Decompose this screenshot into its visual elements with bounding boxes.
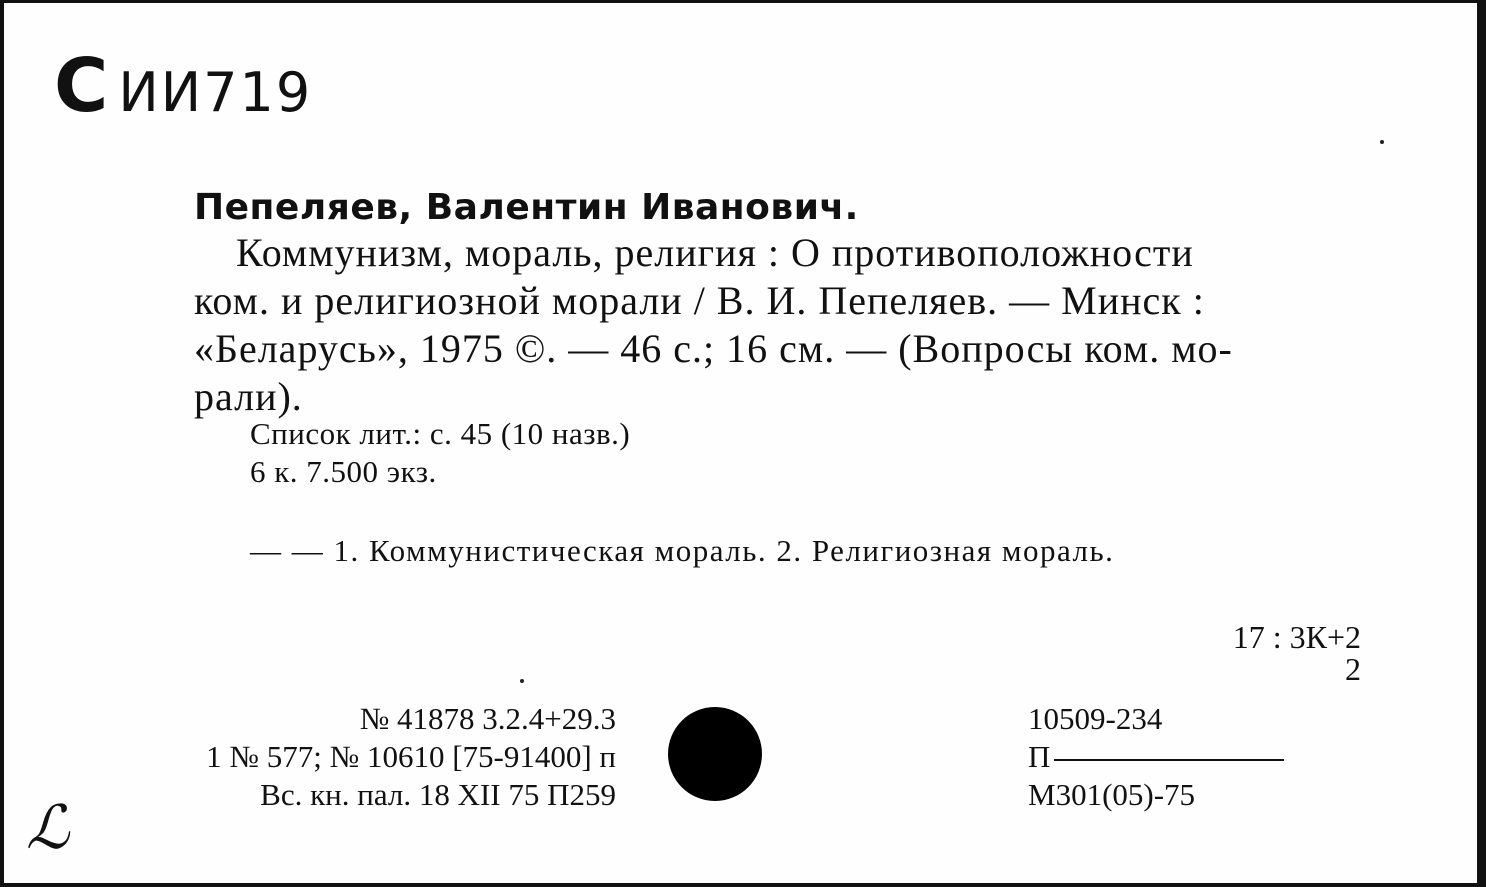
stock-info-line: 1 № 577; № 10610 [75-91400] п bbox=[206, 739, 616, 774]
fraction-line bbox=[1054, 759, 1284, 761]
author-heading: Пепеляев, Валентин Иванович. bbox=[194, 187, 859, 228]
code-top: 10509-234 bbox=[1028, 701, 1163, 736]
subject-tracings: — — 1. Коммунистическая мораль. 2. Религиозная мораль. bbox=[250, 533, 1115, 568]
description-line: рали). bbox=[194, 374, 303, 419]
call-number bbox=[54, 43, 313, 129]
publisher-codes bbox=[1028, 700, 1284, 814]
notes-block bbox=[250, 415, 630, 491]
stock-info-line: № 41878 3.2.4+29.3 bbox=[359, 701, 616, 736]
call-number-code: ИИ719 bbox=[118, 61, 313, 124]
bibliography-note: Список лит.: с. 45 (10 назв.) bbox=[250, 416, 631, 451]
description-line: «Беларусь», 1975 ©. — 46 с.; 16 см. — (Вопросы ком. мо- bbox=[194, 326, 1233, 371]
call-number-prefix: С bbox=[54, 43, 113, 129]
punch-hole bbox=[668, 707, 762, 801]
description-line: Коммунизм, мораль, религия : О противоположности bbox=[236, 230, 1194, 275]
speck-mark bbox=[520, 679, 524, 683]
code-bottom: М301(05)-75 bbox=[1028, 777, 1196, 812]
code-middle: П bbox=[1028, 739, 1051, 774]
handwritten-mark: ℒ bbox=[26, 793, 70, 863]
stock-info-line: Вс. кн. пал. 18 XII 75 П259 bbox=[260, 777, 616, 812]
description-line: ком. и религиозной морали / В. И. Пепеляев. — Минск : bbox=[194, 278, 1205, 323]
code-middle-row bbox=[1028, 738, 1284, 776]
classification-sub: 2 bbox=[1345, 651, 1361, 687]
price-print-run: 6 к. 7.500 экз. bbox=[250, 454, 437, 489]
speck-mark bbox=[1380, 140, 1384, 144]
classification-main: 17 : 3К+2 bbox=[1232, 619, 1361, 655]
stock-info bbox=[94, 700, 616, 814]
classification-index bbox=[1233, 621, 1361, 685]
